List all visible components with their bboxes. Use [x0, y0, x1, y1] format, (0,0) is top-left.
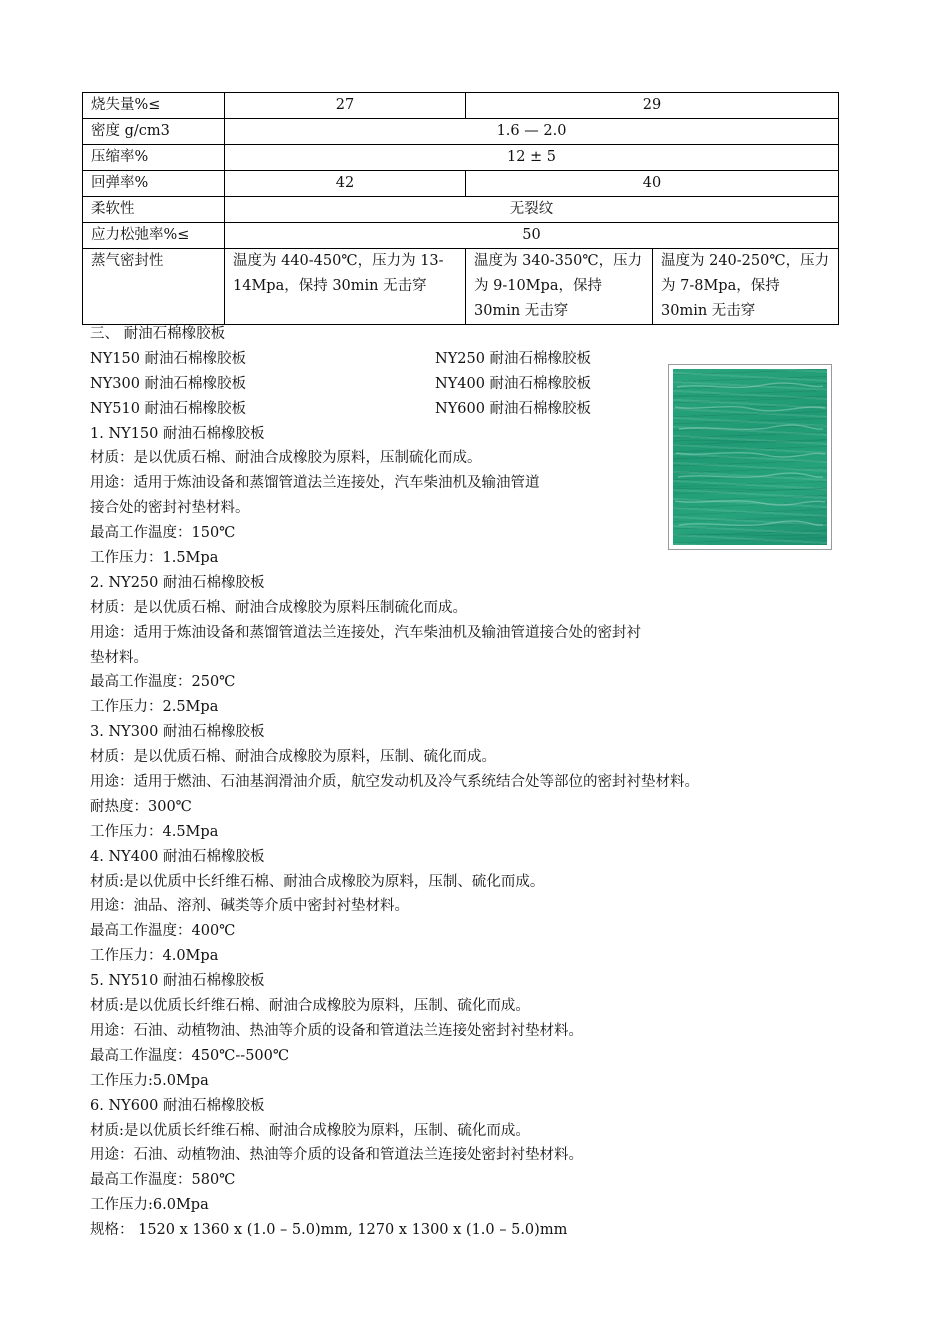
grade-right: NY400 耐油石棉橡胶板 — [435, 375, 592, 392]
row-label: 回弹率% — [83, 171, 225, 197]
row-label: 密度 g/cm3 — [83, 119, 225, 145]
text-line: 6. NY600 耐油石棉橡胶板 — [90, 1097, 265, 1114]
table-row — [83, 119, 839, 145]
steam-seal-cell: 温度为 240-250℃，压力为 7-8Mpa，保持 30min 无击穿 — [653, 249, 839, 325]
text-line: 规格： 1520 x 1360 x (1.0 – 5.0)mm, 1270 x 1300 x (1.0 – 5.0)mm — [90, 1222, 568, 1239]
text-line: 接合处的密封衬垫材料。 — [90, 500, 250, 517]
grade-right: NY600 耐油石棉橡胶板 — [435, 400, 592, 417]
text-line: 材质：是以优质石棉、耐油合成橡胶为原料，压制硫化而成。 — [90, 450, 482, 467]
row-label: 柔软性 — [83, 197, 225, 223]
text-line: 最高工作温度：580℃ — [90, 1172, 236, 1189]
table-cell: 12 ± 5 — [225, 145, 839, 171]
row-label: 烧失量%≤ — [83, 93, 225, 119]
text-line: 工作压力：4.5Mpa — [90, 823, 219, 840]
spec-table — [82, 92, 839, 325]
text-line: 最高工作温度：150℃ — [90, 525, 236, 542]
text-line: 4. NY400 耐油石棉橡胶板 — [90, 848, 265, 865]
table-row — [83, 197, 839, 223]
table-row — [83, 145, 839, 171]
text-line: 材质:是以优质长纤维石棉、耐油合成橡胶为原料，压制、硫化而成。 — [90, 998, 530, 1015]
grade-left: NY300 耐油石棉橡胶板 — [90, 375, 247, 392]
text-line: 用途：适用于炼油设备和蒸馏管道法兰连接处，汽车柴油机及输油管道接合处的密封衬 — [90, 624, 641, 641]
text-line: 耐热度：300℃ — [90, 798, 192, 815]
grade-left: NY510 耐油石棉橡胶板 — [90, 400, 247, 417]
table-row — [83, 93, 839, 119]
text-line: 5. NY510 耐油石棉橡胶板 — [90, 973, 265, 990]
table-row — [83, 171, 839, 197]
table-row — [83, 249, 839, 325]
text-line: 用途：石油、动植物油、热油等介质的设备和管道法兰连接处密封衬垫材料。 — [90, 1022, 583, 1039]
text-line: 1. NY150 耐油石棉橡胶板 — [90, 425, 265, 442]
text-line: 材质:是以优质中长纤维石棉、耐油合成橡胶为原料，压制、硫化而成。 — [90, 873, 545, 890]
text-line: 工作压力：2.5Mpa — [90, 699, 219, 716]
table-cell: 27 — [225, 93, 466, 119]
grade-right: NY250 耐油石棉橡胶板 — [435, 350, 592, 367]
text-line: 材质：是以优质石棉、耐油合成橡胶为原料压制硫化而成。 — [90, 599, 467, 616]
text-line: 工作压力：4.0Mpa — [90, 948, 219, 965]
section-title: 三、 耐油石棉橡胶板 — [90, 326, 226, 342]
text-line: 2. NY250 耐油石棉橡胶板 — [90, 574, 265, 591]
text-line: 材质：是以优质石棉、耐油合成橡胶为原料，压制、硫化而成。 — [90, 749, 496, 766]
steam-seal-cell: 温度为 440-450℃，压力为 13-14Mpa，保持 30min 无击穿 — [225, 249, 466, 325]
table-row — [83, 223, 839, 249]
steam-seal-cell: 温度为 340-350℃，压力为 9-10Mpa，保持 30min 无击穿 — [466, 249, 653, 325]
text-line: 最高工作温度：400℃ — [90, 923, 236, 940]
grade-line — [90, 372, 850, 397]
row-label: 压缩率% — [83, 145, 225, 171]
text-line: 材质:是以优质长纤维石棉、耐油合成橡胶为原料，压制、硫化而成。 — [90, 1122, 530, 1139]
text-line: 用途：石油、动植物油、热油等介质的设备和管道法兰连接处密封衬垫材料。 — [90, 1147, 583, 1164]
grade-line — [90, 347, 850, 372]
text-line: 最高工作温度：250℃ — [90, 674, 236, 691]
text-line: 工作压力:6.0Mpa — [90, 1197, 209, 1214]
text-block — [90, 322, 850, 1243]
text-line: 最高工作温度：450℃--500℃ — [90, 1047, 290, 1064]
row-label: 应力松弛率%≤ — [83, 223, 225, 249]
text-line: 工作压力：1.5Mpa — [90, 550, 219, 567]
grade-left: NY150 耐油石棉橡胶板 — [90, 350, 247, 367]
text-line: 用途：适用于炼油设备和蒸馏管道法兰连接处，汽车柴油机及输油管道 — [90, 475, 540, 492]
table-cell: 40 — [466, 171, 839, 197]
text-line: 用途：油品、溶剂、碱类等介质中密封衬垫材料。 — [90, 898, 409, 915]
text-line: 工作压力:5.0Mpa — [90, 1072, 209, 1089]
text-line: 用途：适用于燃油、石油基润滑油介质，航空发动机及冷气系统结合处等部位的密封衬垫材料。 — [90, 774, 699, 791]
row-label: 蒸气密封性 — [83, 249, 225, 325]
table-cell: 无裂纹 — [225, 197, 839, 223]
table-cell: 1.6 — 2.0 — [225, 119, 839, 145]
table-cell: 50 — [225, 223, 839, 249]
table-cell: 42 — [225, 171, 466, 197]
table-cell: 29 — [466, 93, 839, 119]
grade-line — [90, 397, 850, 422]
text-line: 垫材料。 — [90, 649, 148, 666]
text-line: 3. NY300 耐油石棉橡胶板 — [90, 724, 265, 741]
